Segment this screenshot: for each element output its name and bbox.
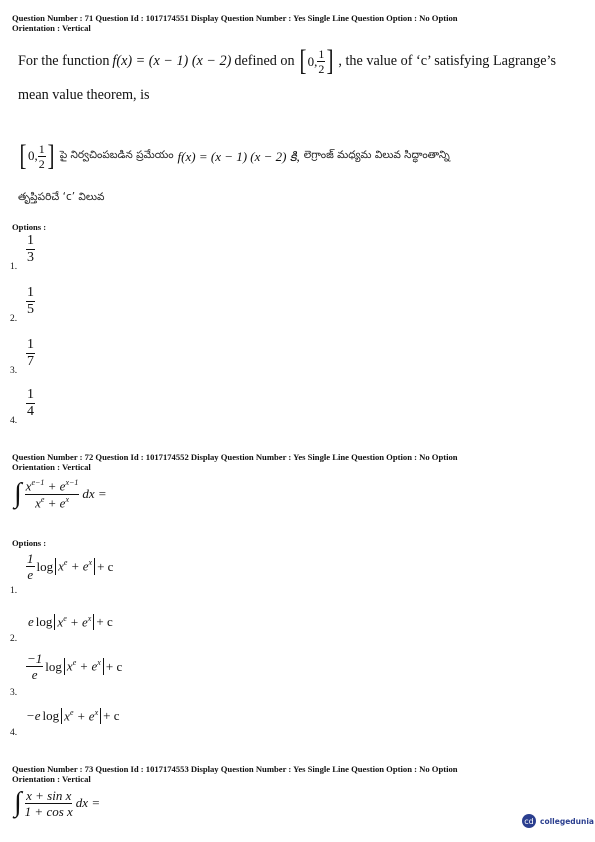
q71-interval-left: 0,: [307, 53, 318, 69]
q71-interval: [ 0, $\frac{1}{2}$ ]: [299, 44, 334, 77]
q73-header-line2: Orientation : Vertical: [12, 774, 91, 784]
q73-dx: dx =: [75, 795, 101, 810]
q71-header: [12, 13, 458, 33]
option-fraction: [26, 388, 35, 419]
q71-telugu-interval: [ 0, $\frac{1}{2}$ ]: [19, 139, 55, 172]
q71-text-pre: For the function: [18, 52, 110, 69]
q71-interval-den: 2: [318, 61, 325, 76]
q72-header-line1: Question Number : 72 Question Id : 1017174552 Display Question Number : Yes Single Line Question Option : No Option: [12, 452, 458, 462]
logo-badge-icon: cd: [522, 814, 536, 828]
q71-header-line2: Orientation : Vertical: [12, 23, 91, 33]
option-number: 2.: [10, 314, 18, 324]
q72-option-1[interactable]: [10, 552, 210, 596]
q72-options-list: [10, 552, 210, 742]
integral-sign: ∫: [14, 787, 22, 818]
coef-den: e: [27, 567, 34, 582]
q71-telugu-interval-den: 2: [38, 156, 45, 171]
option-denominator: 3: [27, 250, 34, 265]
q71-option-4[interactable]: [10, 386, 70, 428]
constant-tail: + c: [105, 658, 123, 674]
q72-header: [12, 452, 458, 472]
q71-telugu-interval-num: 1: [38, 141, 45, 156]
abs-expression: $x^e + e^x$: [64, 658, 104, 674]
q71-telugu-line1: [18, 141, 450, 171]
q71-interval-num: 1: [318, 46, 325, 61]
constant-tail: + c: [97, 558, 114, 574]
q72-option-3[interactable]: [10, 652, 210, 696]
option-numerator: 1: [27, 387, 34, 402]
q71-telugu-line2: తృప్తిపరిచే ‘c’ విలువ: [18, 191, 105, 203]
q71-option-1[interactable]: [10, 234, 70, 276]
q71-telugu-interval-fraction: [38, 143, 46, 170]
coef-den: e: [31, 667, 38, 682]
option-expression: [26, 552, 113, 581]
option-coefficient: e: [28, 614, 34, 630]
log-label: log: [45, 658, 62, 674]
option-number: 2.: [10, 634, 18, 644]
option-fraction: [26, 338, 35, 369]
option-fraction: [26, 286, 35, 317]
log-label: log: [42, 708, 60, 724]
integral-sign: ∫: [14, 478, 22, 509]
log-label: log: [36, 558, 54, 574]
q73-integrand-denominator: 1 + cos x: [24, 803, 73, 819]
abs-expression: $x^e + e^x$: [54, 614, 94, 630]
constant-tail: + c: [96, 614, 113, 630]
q72-integrand-denominator: $x^e + e^x$: [35, 494, 70, 510]
option-number: 3.: [10, 366, 18, 376]
option-numerator: 1: [27, 337, 34, 352]
abs-expression: $x^e + e^x$: [55, 558, 95, 574]
coef-num: −1: [27, 651, 43, 666]
q71-telugu-mid: పై నిర్వచింపబడిన ప్రమేయం: [59, 148, 174, 161]
q72-option-2[interactable]: [10, 610, 210, 644]
q73-header-line1: Question Number : 73 Question Id : 1017174553 Display Question Number : Yes Single Line Question Option : No Option: [12, 764, 458, 774]
collegedunia-logo: [522, 814, 594, 828]
option-number: 1.: [10, 586, 18, 596]
q71-telugu-function: f(x) = (x − 1) (x − 2) కి,: [177, 148, 300, 164]
coef-num: 1: [27, 551, 34, 566]
q71-header-line1: Question Number : 71 Question Id : 1017174551 Display Question Number : Yes Single Line Question Option : No Option: [12, 13, 458, 23]
option-denominator: 4: [27, 404, 34, 419]
q71-interval-fraction: [317, 48, 325, 75]
option-numerator: 1: [27, 233, 34, 248]
option-coefficient: −e: [26, 708, 41, 724]
q71-telugu-interval-left: 0,: [28, 148, 38, 163]
logo-text-wrap: [540, 817, 594, 826]
option-fraction: [26, 234, 35, 265]
constant-tail: + c: [103, 708, 120, 724]
q71-text-mid: defined on: [234, 52, 295, 69]
q73-question: [14, 787, 100, 819]
option-coefficient: [26, 652, 43, 681]
option-coefficient: [26, 552, 35, 581]
q72-integrand-fraction: [25, 479, 80, 509]
q73-integrand-fraction: [25, 789, 73, 818]
q73-integrand-numerator: x + sin x: [26, 787, 72, 803]
q73-header: [12, 764, 458, 784]
q71-option-2[interactable]: [10, 284, 70, 326]
q71-text-post: , the value of ‘c’ satisfying Lagrange’s: [338, 52, 556, 69]
q71-question-line1: [18, 46, 556, 76]
q71-options-label: Options :: [12, 222, 47, 232]
log-label: log: [35, 614, 53, 630]
option-expression: [26, 708, 119, 724]
option-denominator: 5: [27, 302, 34, 317]
logo-text: collegedunia: [540, 816, 594, 826]
q72-dx: dx =: [82, 486, 107, 501]
option-expression: [28, 614, 113, 630]
option-number: 4.: [10, 416, 18, 426]
option-number: 1.: [10, 262, 18, 272]
q71-question-line2: mean value theorem, is: [18, 87, 150, 103]
q71-option-3[interactable]: [10, 336, 70, 378]
option-expression: [26, 652, 122, 681]
q72-question: [14, 478, 107, 510]
option-denominator: 7: [27, 354, 34, 369]
q72-integrand-numerator: $x^{e-1} + e^{x-1}$: [25, 478, 79, 494]
abs-expression: $x^e + e^x$: [61, 708, 101, 724]
option-numerator: 1: [27, 285, 34, 300]
q72-options-label: Options :: [12, 538, 47, 548]
q71-function: f(x) = (x − 1) (x − 2): [112, 52, 232, 69]
q72-header-line2: Orientation : Vertical: [12, 462, 91, 472]
q71-options-list: [0, 234, 100, 430]
q71-telugu-end: లెగ్రాంజ్ మధ్యమ విలువ సిద్ధాంతాన్ని: [303, 148, 450, 161]
q72-option-4[interactable]: [10, 704, 210, 738]
option-number: 3.: [10, 688, 18, 698]
option-number: 4.: [10, 728, 18, 738]
